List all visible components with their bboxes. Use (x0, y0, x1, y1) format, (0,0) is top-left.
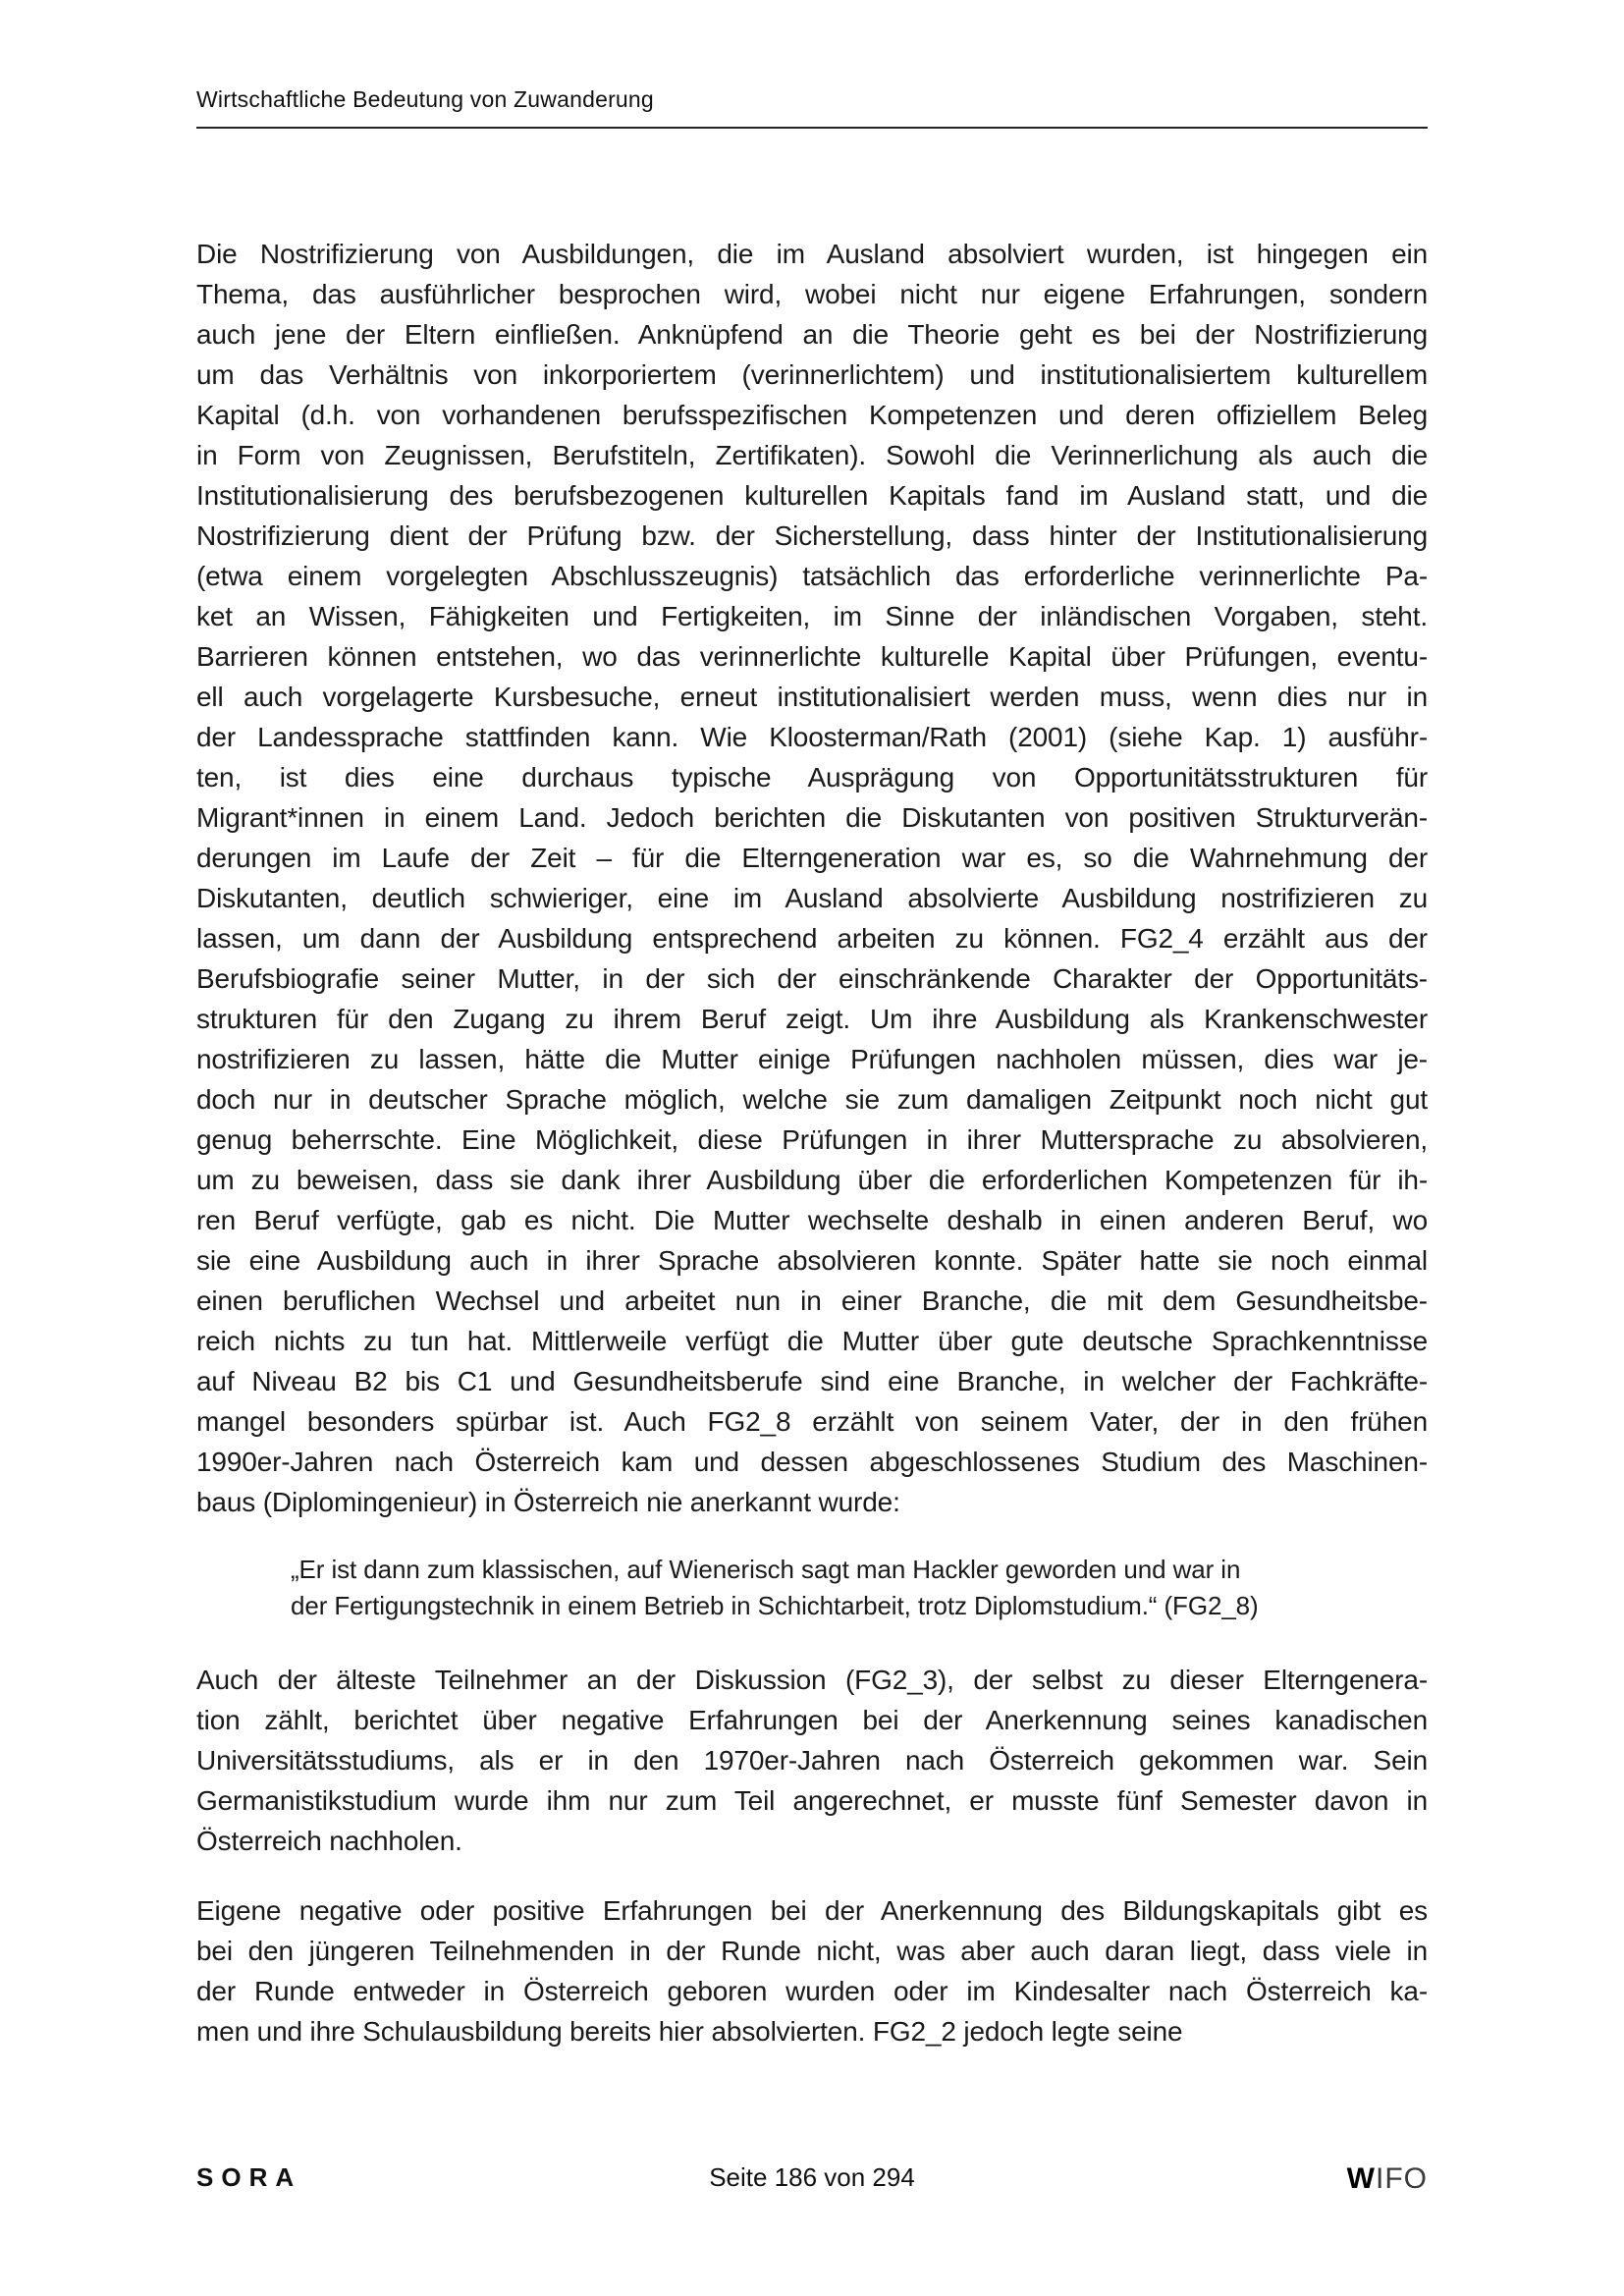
text-line: Kapital (d.h. von vorhandenen berufsspezifischen Kompetenzen und deren offiziellem Beleg (196, 400, 1428, 430)
text-line: (etwa einem vorgelegten Abschlusszeugnis) tatsächlich das erforderliche verinnerlichte Pa- (196, 561, 1428, 591)
text-line: Österreich nachholen. (196, 1826, 462, 1856)
text-line: 1990er-Jahren nach Österreich kam und dessen abgeschlossenes Studium des Maschinen- (196, 1447, 1428, 1477)
wifo-logo-bold-part: W (1346, 2162, 1376, 2195)
text-line: Germanistikstudium wurde ihm nur zum Teil angerechnet, er musste fünf Semester davon in (196, 1785, 1428, 1816)
wifo-logo-light-part: IFO (1376, 2162, 1428, 2195)
footer-publisher-sora: SORA (196, 2162, 302, 2192)
text-line: der Landessprache stattfinden kann. Wie Kloosterman/Rath (2001) (siehe Kap. 1) ausführ- (196, 722, 1428, 752)
text-line: ten, ist dies eine durchaus typische Ausprägung von Opportunitätsstrukturen für (196, 762, 1428, 793)
text-line: mangel besonders spürbar ist. Auch FG2_8 erzählt von seinem Vater, der in den frühen (196, 1406, 1428, 1437)
page-body (196, 234, 1428, 2081)
page-footer (196, 2162, 1428, 2202)
text-line: genug beherrschte. Eine Möglichkeit, diese Prüfungen in ihrer Muttersprache zu absolvieren, (196, 1124, 1428, 1155)
text-line: Eigene negative oder positive Erfahrungen bei der Anerkennung des Bildungskapitals gibt es (196, 1895, 1428, 1926)
footer-logo-wifo (1347, 2162, 1428, 2196)
text-line: der Runde entweder in Österreich geboren wurden oder im Kindesalter nach Österreich ka- (196, 1976, 1428, 2006)
text-line: reich nichts zu tun hat. Mittlerweile verfügt die Mutter über gute deutsche Sprachkenntnisse (196, 1326, 1428, 1356)
paragraph (196, 1660, 1428, 1861)
text-line: Die Nostrifizierung von Ausbildungen, die im Ausland absolviert wurden, ist hingegen ein (196, 239, 1428, 269)
text-line: men und ihre Schulausbildung bereits hier absolvierten. FG2_2 jedoch legte seine (196, 2016, 1183, 2047)
text-line: Thema, das ausführlicher besprochen wird, wobei nicht nur eigene Erfahrungen, sondern (196, 279, 1428, 309)
text-line: Nostrifizierung dient der Prüfung bzw. der Sicherstellung, dass hinter der Institutionalisierung (196, 520, 1428, 551)
text-line: ket an Wissen, Fähigkeiten und Fertigkeiten, im Sinne der inländischen Vorgaben, steht. (196, 601, 1428, 631)
text-line: bei den jüngeren Teilnehmenden in der Runde nicht, was aber auch daran liegt, dass viele in (196, 1936, 1428, 1966)
text-line: „Er ist dann zum klassischen, auf Wienerisch sagt man Hackler geworden und war in (291, 1555, 1241, 1584)
text-line: strukturen für den Zugang zu ihrem Beruf zeigt. Um ihre Ausbildung als Krankenschwester (196, 1004, 1428, 1034)
text-line: lassen, um dann der Ausbildung entsprechend arbeiten zu können. FG2_4 erzählt aus der (196, 923, 1428, 954)
text-line: ren Beruf verfügte, gab es nicht. Die Mutter wechselte deshalb in einen anderen Beruf, wo (196, 1205, 1428, 1235)
text-line: der Fertigungstechnik in einem Betrieb in Schichtarbeit, trotz Diplomstudium.“ (FG2_8) (291, 1591, 1259, 1620)
paragraph (196, 1890, 1428, 2051)
header-divider (196, 127, 1428, 129)
text-line: baus (Diplomingenieur) in Österreich nie anerkannt wurde: (196, 1487, 900, 1517)
text-line: um zu beweisen, dass sie dank ihrer Ausbildung über die erforderlichen Kompetenzen für ih- (196, 1165, 1428, 1195)
text-line: auch jene der Eltern einfließen. Anknüpfend an die Theorie geht es bei der Nostrifizierung (196, 319, 1428, 350)
running-header-title: Wirtschaftliche Bedeutung von Zuwanderung (196, 86, 654, 112)
text-line: um das Verhältnis von inkorporiertem (verinnerlichtem) und institutionalisiertem kulturellem (196, 359, 1428, 390)
quote-block (291, 1552, 1355, 1624)
text-line: einen beruflichen Wechsel und arbeitet nun in einer Branche, die mit dem Gesundheitsbe- (196, 1285, 1428, 1316)
footer-page-indicator: Seite 186 von 294 (709, 2162, 915, 2192)
text-line: Migrant*innen in einem Land. Jedoch berichten die Diskutanten von positiven Strukturverän- (196, 802, 1428, 833)
text-line: Institutionalisierung des berufsbezogenen kulturellen Kapitals fand im Ausland statt, und die (196, 480, 1428, 511)
text-line: derungen im Laufe der Zeit – für die Elterngeneration war es, so die Wahrnehmung der (196, 843, 1428, 873)
text-line: doch nur in deutscher Sprache möglich, welche sie zum damaligen Zeitpunkt noch nicht gut (196, 1084, 1428, 1115)
text-line: Diskutanten, deutlich schwieriger, eine im Ausland absolvierte Ausbildung nostrifizieren zu (196, 883, 1428, 913)
text-line: Barrieren können entstehen, wo das verinnerlichte kulturelle Kapital über Prüfungen, eventu- (196, 641, 1428, 672)
text-line: tion zählt, berichtet über negative Erfahrungen bei der Anerkennung seines kanadischen (196, 1705, 1428, 1735)
text-line: Berufsbiografie seiner Mutter, in der sich der einschränkende Charakter der Opportunitäts- (196, 963, 1428, 994)
text-line: sie eine Ausbildung auch in ihrer Sprache absolvieren konnte. Später hatte sie noch einmal (196, 1245, 1428, 1276)
text-line: nostrifizieren zu lassen, hätte die Mutter einige Prüfungen nachholen müssen, dies war je- (196, 1044, 1428, 1074)
text-line: Universitätsstudiums, als er in den 1970er-Jahren nach Österreich gekommen war. Sein (196, 1745, 1428, 1776)
page-header (196, 86, 1428, 129)
paragraph (196, 234, 1428, 1522)
text-line: Auch der älteste Teilnehmer an der Diskussion (FG2_3), der selbst zu dieser Elterngenera- (196, 1665, 1428, 1695)
text-line: auf Niveau B2 bis C1 und Gesundheitsberufe sind eine Branche, in welcher der Fachkräfte- (196, 1366, 1428, 1396)
text-line: ell auch vorgelagerte Kursbesuche, erneut institutionalisiert werden muss, wenn dies nur in (196, 682, 1428, 712)
text-line: in Form von Zeugnissen, Berufstiteln, Zertifikaten). Sowohl die Verinnerlichung als auch die (196, 440, 1428, 470)
